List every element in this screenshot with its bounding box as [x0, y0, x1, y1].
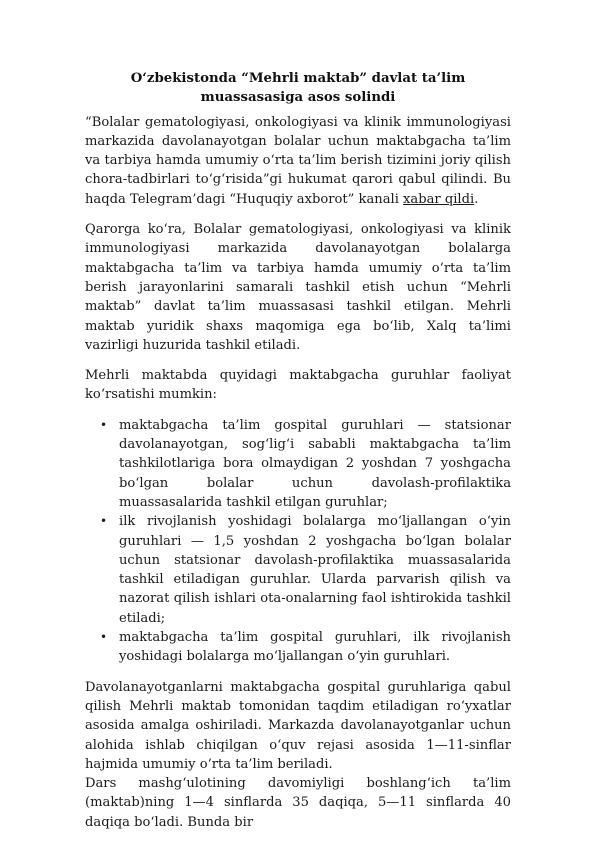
list-item: • ilk rivojlanish yoshidagi bolalarga mo‘ljallangan o‘yin guruhlari — 1,5 yoshdan 2 yoshgacha bo‘lgan bolalar uchun statsionar davolash-profilaktika muassasalarida tashkil etiladigan guruhlar. Ularda parvarish qilish va nazorat qilish ishlari ota-onalarning faol ishtirokida tashkil etiladi;	[119, 512, 511, 628]
list-item: • maktabgacha ta’lim gospital guruhlari — statsionar davolanayotgan, sog‘lig‘i sababli maktabgacha ta’lim tashkilotlariga bora olmaydigan 2 yoshdan 7 yoshgacha bo‘lgan bolalar uchun davolash-profilaktika muassasalarida tashkil etilgan guruhlar;	[119, 416, 511, 512]
paragraph-lesson-duration: Dars mashg‘ulotining davomiyligi boshlang‘ich ta’lim (maktab)ning 1—4 sinflarda 35 daqiqa, 5—11 sinflarda 40 daqiqa bo‘ladi. Bunda bir	[85, 776, 511, 830]
article-title: O‘zbekistonda “Mehrli maktab” davlat ta’lim muassasasiga asos solindi	[130, 71, 466, 106]
source-link[interactable]: xabar qildi	[403, 191, 475, 207]
article-body	[85, 69, 511, 843]
intro-paragraph	[85, 113, 511, 209]
paragraph-decision: Qarorga ko‘ra, Bolalar gematologiyasi, onkologiyasi va klinik immunologiyasi markazida davolanayotgan bolalarga maktabgacha ta’lim va tarbiya hamda umumiy o‘rta ta’lim berish jarayonlarini samarali tashkil etish uchun “Mehrli maktab” davlat ta’lim muassasasi tashkil etilgan. Mehrli maktab yuridik shaxs maqomiga ega bo‘lib, Xalq ta’limi vazirligi huzurida tashkil etiladi.	[85, 222, 511, 353]
list-item: • maktabgacha ta’lim gospital guruhlari, ilk rivojlanish yoshidagi bolalarga mo‘ljallangan o‘yin guruhlari.	[119, 628, 511, 667]
groups-list	[85, 416, 511, 667]
intro-text: “Bolalar gematologiyasi, onkologiyasi va klinik immunologiyasi markazida davolanayotgan bolalar uchun maktabgacha ta’lim va tarbiya hamda umumiy o‘rta ta’lim berish tizimini joriy qilish chora-tadbirlari to‘g‘risida”gi hukumat qarori qabul qilindi. Bu haqda Telegram’dagi “Huquqiy axborot” kanali	[85, 114, 511, 207]
paragraph-admission: Davolanayotganlarni maktabgacha gospital guruhlariga qabul qilish Mehrli maktab tomonidan taqdim etiladigan ro‘yxatlar asosida amalga oshiriladi. Markazda davolanayotganlar uchun alohida ishlab chiqilgan o‘quv rejasi asosida 1—11-sinflar hajmida umumiy o‘rta ta’lim beriladi.	[85, 679, 511, 772]
intro-end: .	[474, 191, 479, 207]
paragraph-groups-intro: Mehrli maktabda quyidagi maktabgacha guruhlar faoliyat ko‘rsatishi mumkin:	[85, 368, 511, 403]
